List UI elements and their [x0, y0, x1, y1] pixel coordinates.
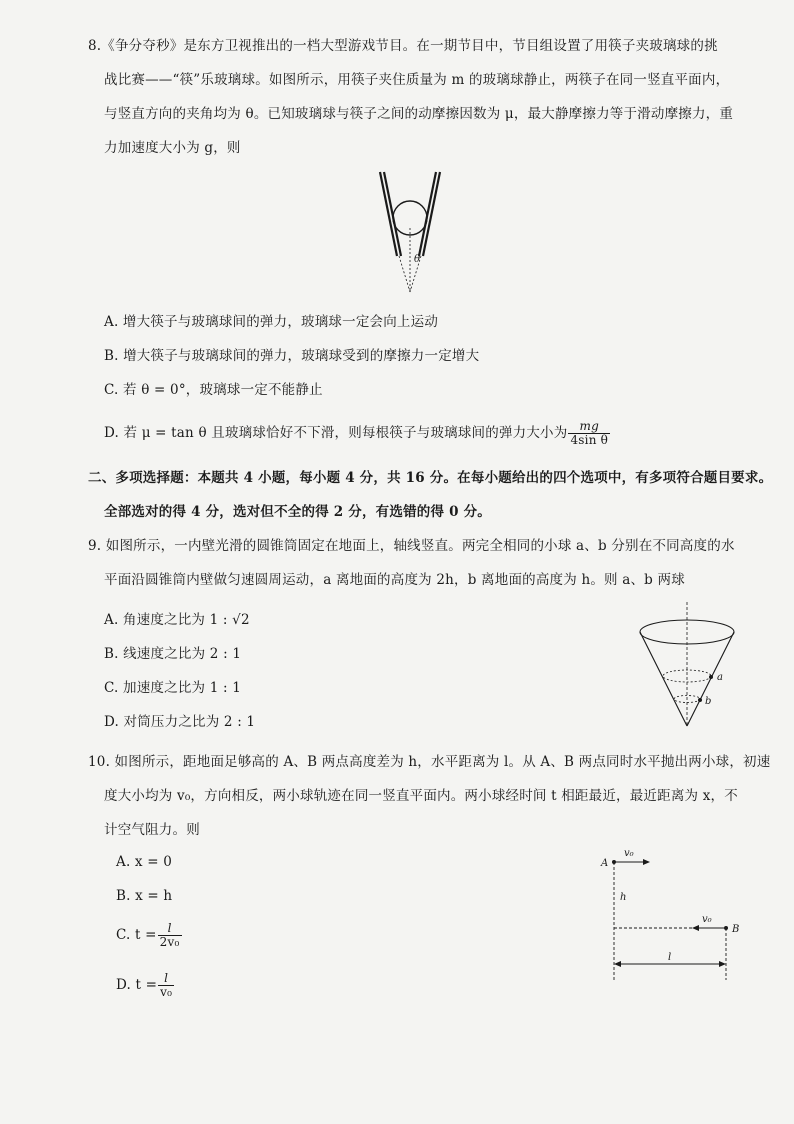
q10-option-c-prefix: C. t =	[116, 927, 157, 943]
q10-label-v0-A: v₀	[624, 848, 634, 859]
q8-option-b: B. 增大筷子与玻璃球间的弹力，玻璃球受到的摩擦力一定增大	[104, 348, 480, 364]
q10-option-c	[116, 922, 182, 949]
q10-label-B: B	[732, 924, 740, 935]
q8-option-c: C. 若 θ = 0°，玻璃球一定不能静止	[104, 382, 323, 398]
q9-option-b: B. 线速度之比为 2 : 1	[104, 646, 242, 662]
q8-chopsticks-figure	[370, 168, 450, 300]
q10-stem-line-2: 度大小均为 v₀，方向相反，两小球轨迹在同一竖直平面内。两小球经时间 t 相距最近，最近距离为 x，不	[104, 788, 738, 804]
q10-d-numerator: l	[158, 972, 174, 986]
q10-label-A: A	[601, 858, 609, 869]
q8-option-d-fraction	[568, 420, 610, 447]
q10-d-denominator: v₀	[160, 985, 173, 999]
q10-option-d	[116, 972, 174, 999]
q9-option-a: A. 角速度之比为 1 : √2	[104, 612, 250, 628]
q9-label-a: a	[717, 672, 723, 683]
q10-c-numerator: l	[158, 922, 182, 936]
q10-option-d-fraction	[158, 972, 174, 999]
q9-cone-figure	[632, 602, 742, 730]
q10-option-c-fraction	[158, 922, 182, 949]
section2-header-line-2: 全部选对的得 4 分，选对但不全的得 2 分，有选错的得 0 分。	[104, 504, 491, 520]
q10-projectile-figure	[596, 842, 746, 984]
q8-stem-line-2: 战比赛——“筷”乐玻璃球。如图所示，用筷子夹住质量为 m 的玻璃球静止，两筷子在同一竖直平面内，	[104, 72, 730, 88]
q10-option-d-prefix: D. t =	[116, 977, 158, 993]
q9-option-c: C. 加速度之比为 1 : 1	[104, 680, 242, 696]
q10-stem-line-3: 计空气阻力。则	[104, 822, 200, 838]
q8-stem-line-3: 与竖直方向的夹角均为 θ。已知玻璃球与筷子之间的动摩擦因数为 μ，最大静摩擦力等于滑动摩擦力，重	[104, 106, 734, 122]
q8-theta-label: θ	[414, 254, 421, 265]
q9-stem-line-2: 平面沿圆锥筒内壁做匀速圆周运动，a 离地面的高度为 2h，b 离地面的高度为 h。则 a、b 两球	[104, 572, 685, 588]
q8-frac-numerator: mg	[568, 420, 610, 434]
q9-stem-line-1: 9. 如图所示，一内壁光滑的圆锥筒固定在地面上，轴线竖直。两完全相同的小球 a、b 分别在不同高度的水	[88, 538, 735, 554]
q9-option-d: D. 对筒压力之比为 2 : 1	[104, 714, 256, 730]
q10-c-denominator: 2v₀	[159, 935, 180, 949]
q10-option-b: B. x = h	[116, 888, 173, 904]
q10-label-l: l	[668, 952, 672, 963]
q9-label-b: b	[705, 696, 712, 707]
q10-stem-line-1: 10. 如图所示，距地面足够高的 A、B 两点高度差为 h，水平距离为 l。从 A、B 两点同时水平抛出两小球，初速	[88, 754, 771, 770]
q8-option-d-text: D. 若 μ = tan θ 且玻璃球恰好不下滑，则每根筷子与玻璃球间的弹力大小为	[104, 425, 568, 441]
q10-label-v0-B: v₀	[702, 914, 712, 925]
section2-header-line-1: 二、多项选择题：本题共 4 小题，每小题 4 分，共 16 分。在每小题给出的四个选项中，有多项符合题目要求。	[88, 470, 773, 486]
q8-option-d	[104, 420, 610, 447]
q8-stem-line-1: 8.《争分夺秒》是东方卫视推出的一档大型游戏节目。在一期节目中，节目组设置了用筷子夹玻璃球的挑	[88, 38, 718, 54]
q8-option-a: A. 增大筷子与玻璃球间的弹力，玻璃球一定会向上运动	[104, 314, 439, 330]
q8-frac-denominator: 4sin θ	[570, 433, 609, 447]
q10-option-a: A. x = 0	[116, 854, 173, 870]
q8-stem-line-4: 力加速度大小为 g，则	[104, 140, 241, 156]
q10-label-h: h	[620, 892, 627, 903]
